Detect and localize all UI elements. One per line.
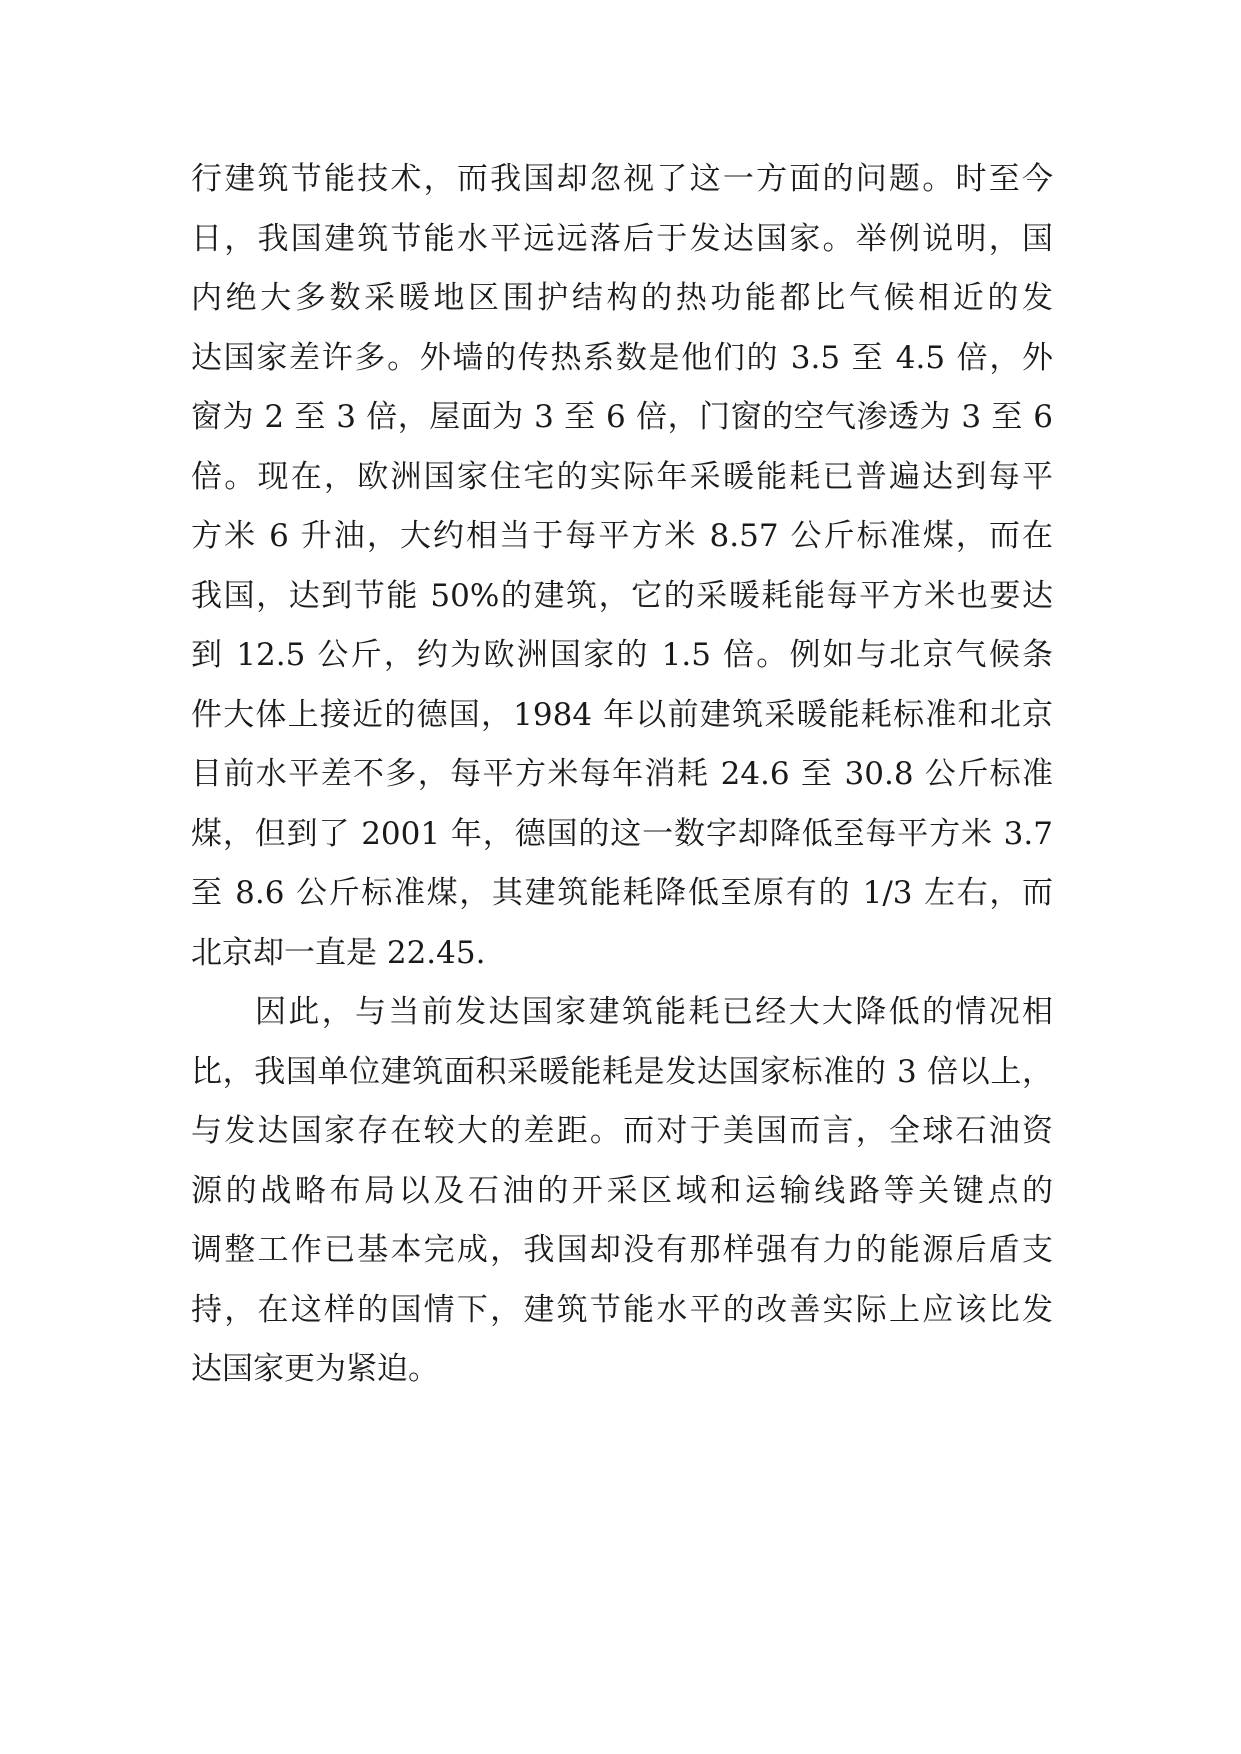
text-line: 比，我国单位建筑面积采暖能耗是发达国家标准的 3 倍以上， xyxy=(191,1053,1053,1090)
text-line: 日，我国建筑节能水平远远落后于发达国家。举例说明，国 xyxy=(191,220,1053,257)
paragraph-1 xyxy=(191,150,1053,983)
text-line: 倍。现在，欧洲国家住宅的实际年采暖能耗已普遍达到每平 xyxy=(191,458,1053,495)
text-line: 目前水平差不多，每平方米每年消耗 24.6 至 30.8 公斤标准 xyxy=(191,756,1053,792)
paragraph-2 xyxy=(191,983,1053,1400)
text-line: 持，在这样的国情下，建筑节能水平的改善实际上应该比发 xyxy=(191,1291,1053,1328)
text-line: 达国家更为紧迫。 xyxy=(191,1351,439,1387)
text-line: 煤，但到了 2001 年，德国的这一数字却降低至每平方米 3.7 xyxy=(191,815,1053,852)
text-line: 因此，与当前发达国家建筑能耗已经大大降低的情况相 xyxy=(255,994,1053,1030)
body-text xyxy=(191,150,1053,1400)
text-line: 我国，达到节能 50%的建筑，它的采暖耗能每平方米也要达 xyxy=(191,577,1053,614)
text-line: 调整工作已基本完成，我国却没有那样强有力的能源后盾支 xyxy=(191,1232,1053,1268)
text-line: 行建筑节能技术，而我国却忽视了这一方面的问题。时至今 xyxy=(191,161,1053,197)
text-line: 内绝大多数采暖地区围护结构的热功能都比气候相近的发 xyxy=(191,280,1053,316)
text-line: 源的战略布局以及石油的开采区域和运输线路等关键点的 xyxy=(191,1172,1053,1209)
text-line: 窗为 2 至 3 倍，屋面为 3 至 6 倍，门窗的空气渗透为 3 至 6 xyxy=(191,399,1053,435)
text-line: 件大体上接近的德国，1984 年以前建筑采暖能耗标准和北京 xyxy=(191,696,1053,733)
text-line: 到 12.5 公斤，约为欧洲国家的 1.5 倍。例如与北京气候条 xyxy=(191,637,1053,673)
text-line: 与发达国家存在较大的差距。而对于美国而言，全球石油资 xyxy=(191,1113,1053,1149)
text-line: 达国家差许多。外墙的传热系数是他们的 3.5 至 4.5 倍，外 xyxy=(191,339,1053,376)
text-line: 北京却一直是 22.45. xyxy=(191,934,486,971)
text-line: 至 8.6 公斤标准煤，其建筑能耗降低至原有的 1/3 左右，而 xyxy=(191,875,1053,911)
text-line: 方米 6 升油，大约相当于每平方米 8.57 公斤标准煤，而在 xyxy=(191,518,1053,554)
